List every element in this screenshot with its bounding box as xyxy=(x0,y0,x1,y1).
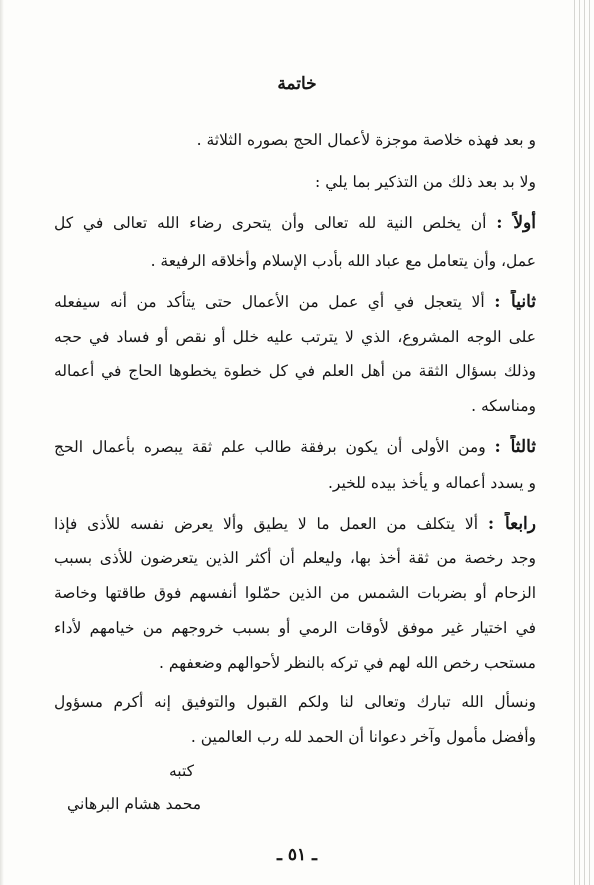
closing-line-1: ونسأل الله تبارك وتعالى لنا ولكم القبول والتوفيق إنه أكرم مسؤول xyxy=(54,693,536,711)
signature-wrote: كتبه xyxy=(168,762,194,780)
point-2-text-1: ألا يتعجل في أي عمل من الأعمال حتى يتأكد من أنه سيفعله xyxy=(54,293,485,311)
point-2-line-1 xyxy=(54,290,536,314)
point-3-lead: ثالثاً : xyxy=(494,437,536,457)
point-4-text-1: ألا يتكلف من العمل ما لا يطيق وألا يعرض نفسه للأذى فإذا xyxy=(54,515,479,533)
point-4-line-1 xyxy=(54,512,536,536)
point-1-line-1 xyxy=(54,211,536,235)
point-2-line-3: وذلك بسؤال الثقة من أهل العلم في كل خطوة يخطوها الحاج في أعماله xyxy=(54,362,536,380)
page-number: ـ ٥١ ـ xyxy=(276,845,318,865)
page-title: خاتمة xyxy=(277,74,317,94)
point-4-line-3: الزحام أو بضربات الشمس من الذين حمّلوا أنفسهم فوق طاقتها وخاصة xyxy=(54,584,536,602)
point-2-line-2: على الوجه المشروع، الذي لا يترتب عليه خلل أو نقص أو فساد في حجه xyxy=(54,328,536,346)
page-binding-edge xyxy=(572,0,594,885)
point-1-lead: أولاً : xyxy=(496,213,536,233)
point-1-text-1: أن يخلص النية لله تعالى وأن يتحرى رضاء الله تعالى في كل xyxy=(54,214,487,232)
point-4-lead: رابعاً : xyxy=(487,514,536,534)
point-4-line-5: مستحب رخص الله لهم في تركه بالنظر لأحوالهم وضعفهم . xyxy=(159,654,536,672)
intro-line-1: و بعد فهذه خلاصة موجزة لأعمال الحج بصوره الثلاثة . xyxy=(196,131,536,149)
point-4-line-4: في اختيار غير موفق لأوقات الرمي أو بسبب خروجهم من خيامهم لأداء xyxy=(54,619,536,637)
signature-name: محمد هشام البرهاني xyxy=(67,795,201,813)
point-3-text-1: ومن الأولى أن يكون برفقة طالب علم ثقة يبصره بأعمال الحج xyxy=(54,438,486,456)
point-2-line-4: ومناسكه . xyxy=(471,397,536,415)
point-3-line-2: و يسدد أعماله و يأخذ بيده للخير. xyxy=(327,474,536,492)
point-4-line-2: وجد رخصة من ثقة أخذ بها، وليعلم أن أكثر الذين يتعرضون للأذى بسبب xyxy=(54,549,536,567)
page-left-shadow xyxy=(0,0,4,885)
closing-line-2: وأفضل مأمول وآخر دعوانا أن الحمد لله رب العالمين . xyxy=(190,728,536,746)
intro-line-2: ولا بد بعد ذلك من التذكير بما يلي : xyxy=(315,173,536,191)
point-3-line-1 xyxy=(54,435,536,459)
point-2-lead: ثانياً : xyxy=(494,292,536,312)
point-1-line-2: عمل، وأن يتعامل مع عباد الله بأدب الإسلام وأخلاقه الرفيعة . xyxy=(150,252,536,270)
